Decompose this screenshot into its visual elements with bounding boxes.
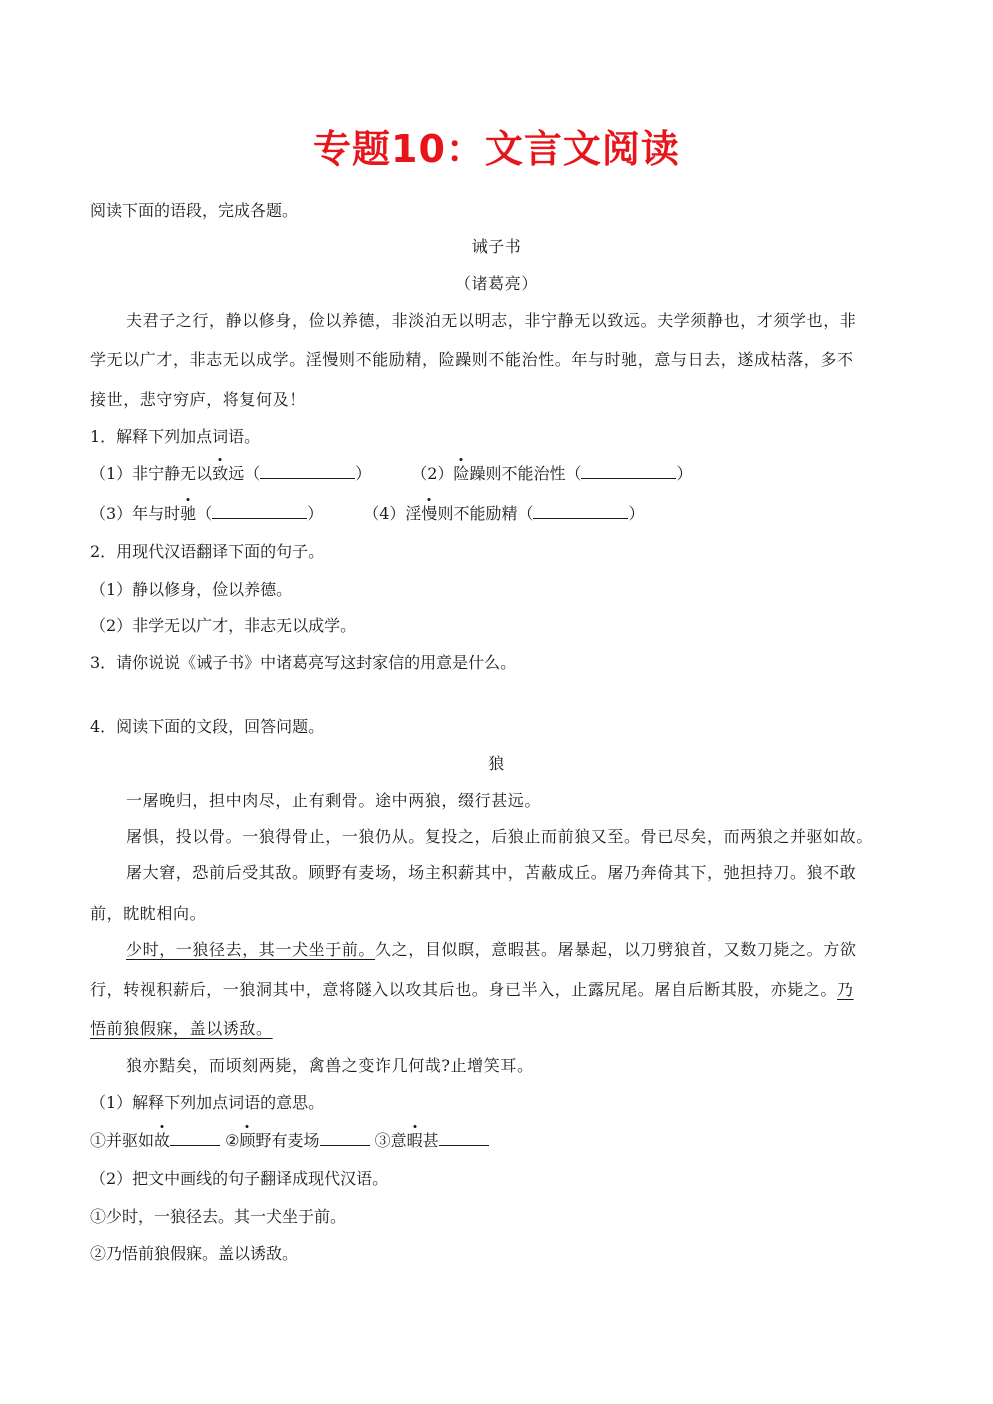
answer-blank[interactable] xyxy=(581,462,676,479)
answer-blank[interactable] xyxy=(320,1129,370,1146)
question-4-sub-2: （2）把文中画线的句子翻译成现代汉语。 xyxy=(90,1169,389,1188)
passage-text: 行，转视积薪后，一狼洞其中，意将隧入以攻其后也。身已半入，止露尻尾。屠自后断其股，亦毙之。 xyxy=(90,980,838,999)
answer-blank[interactable] xyxy=(170,1129,220,1146)
answer-blank[interactable] xyxy=(439,1129,489,1146)
answer-blank[interactable] xyxy=(212,502,307,519)
passage-title: 诫子书 xyxy=(471,237,522,256)
item-text: ） xyxy=(307,504,324,523)
passage-line: 一屠晚归，担中肉尽，止有剩骨。途中两狼，缀行甚远。 xyxy=(126,791,542,810)
item-text: （2） xyxy=(411,464,454,483)
item-text: ③意 xyxy=(374,1131,407,1150)
item-text: ） xyxy=(676,464,693,483)
question-1-items-row-1 xyxy=(90,462,692,485)
item-text: 甚 xyxy=(422,1131,439,1150)
passage-title: 狼 xyxy=(488,754,505,773)
item-text: 野有麦场 xyxy=(255,1131,320,1150)
dotted-word: 险 xyxy=(453,464,470,483)
item-text: ） xyxy=(628,504,645,523)
passage-line xyxy=(90,1018,273,1040)
passage-line: 狼亦黠矣，而顷刻两毙，禽兽之变诈几何哉?止增笑耳。 xyxy=(126,1056,534,1075)
question-3-stem: 3．请你说说《诫子书》中诸葛亮写这封家信的用意是什么。 xyxy=(90,653,517,672)
dotted-word: 故 xyxy=(154,1131,171,1150)
question-4-sub-1: （1）解释下列加点词语的意思。 xyxy=(90,1093,325,1112)
dotted-word: 慢 xyxy=(421,504,438,523)
dotted-word: 驰 xyxy=(180,504,197,523)
underlined-sentence: 乃 xyxy=(837,980,854,999)
passage-line: 学无以广才，非志无以成学。淫慢则不能励精，险躁则不能治性。年与时驰，意与日去，遂成枯落，多不 xyxy=(90,350,854,369)
underlined-sentence: 悟前狼假寐，盖以诱敌。 xyxy=(90,1019,273,1038)
item-text: ） xyxy=(355,464,372,483)
passage-line: 接世，悲守穷庐，将复何及！ xyxy=(90,390,306,409)
answer-blank[interactable] xyxy=(260,462,355,479)
question-4-stem: 4．阅读下面的文段，回答问题。 xyxy=(90,717,325,736)
translation-item: ①少时，一狼径去。其一犬坐于前。 xyxy=(90,1207,347,1226)
item-text: ①并驱如 xyxy=(90,1131,155,1150)
item-text: 则不能励精（ xyxy=(437,504,534,523)
passage-author: （诸葛亮） xyxy=(454,274,538,293)
passage-line: 屠惧，投以骨。一狼得骨止，一狼仍从。复投之，后狼止而前狼又至。骨已尽矣，而两狼之并驱如故。 xyxy=(126,827,874,846)
item-text: 躁则不能治性（ xyxy=(469,464,582,483)
item-text: （4）淫 xyxy=(363,504,422,523)
question-2-sentence: （2）非学无以广才，非志无以成学。 xyxy=(90,616,357,635)
underlined-sentence: 少时，一狼径去，其一犬坐于前。 xyxy=(126,940,376,959)
dotted-word: 致 xyxy=(212,464,229,483)
page-title: 专题10：文言文阅读 xyxy=(313,127,680,171)
passage-line: 前，眈眈相向。 xyxy=(90,904,207,923)
passage-line xyxy=(90,979,854,1001)
item-text: 远（ xyxy=(228,464,261,483)
item-text: （3）年与时 xyxy=(90,504,181,523)
item-text: （ xyxy=(196,504,213,523)
passage-line: 夫君子之行，静以修身，俭以养德，非淡泊无以明志，非宁静无以致远。夫学须静也，才须学也，非 xyxy=(126,311,857,330)
dotted-word: 顾 xyxy=(239,1131,256,1150)
question-2-sentence: （1）静以修身，俭以养德。 xyxy=(90,580,293,599)
dotted-word: 暇 xyxy=(406,1131,423,1150)
item-text: ② xyxy=(225,1131,240,1150)
question-1-items-row-2 xyxy=(90,502,644,525)
item-text: （1）非宁静无以 xyxy=(90,464,213,483)
passage-line xyxy=(126,939,856,961)
answer-blank[interactable] xyxy=(533,502,628,519)
translation-item: ②乃悟前狼假寐。盖以诱敌。 xyxy=(90,1244,299,1263)
intro-text: 阅读下面的语段，完成各题。 xyxy=(90,201,299,220)
question-1-stem: 1．解释下列加点词语。 xyxy=(90,427,261,446)
word-items-row xyxy=(90,1129,489,1152)
passage-line: 屠大窘，恐前后受其敌。顾野有麦场，场主积薪其中，苫蔽成丘。屠乃奔倚其下，弛担持刀。狼不敢 xyxy=(126,863,857,882)
passage-text: 久之，目似瞑，意暇甚。屠暴起，以刀劈狼首，又数刀毙之。方欲 xyxy=(375,940,857,959)
question-2-stem: 2．用现代汉语翻译下面的句子。 xyxy=(90,542,325,561)
